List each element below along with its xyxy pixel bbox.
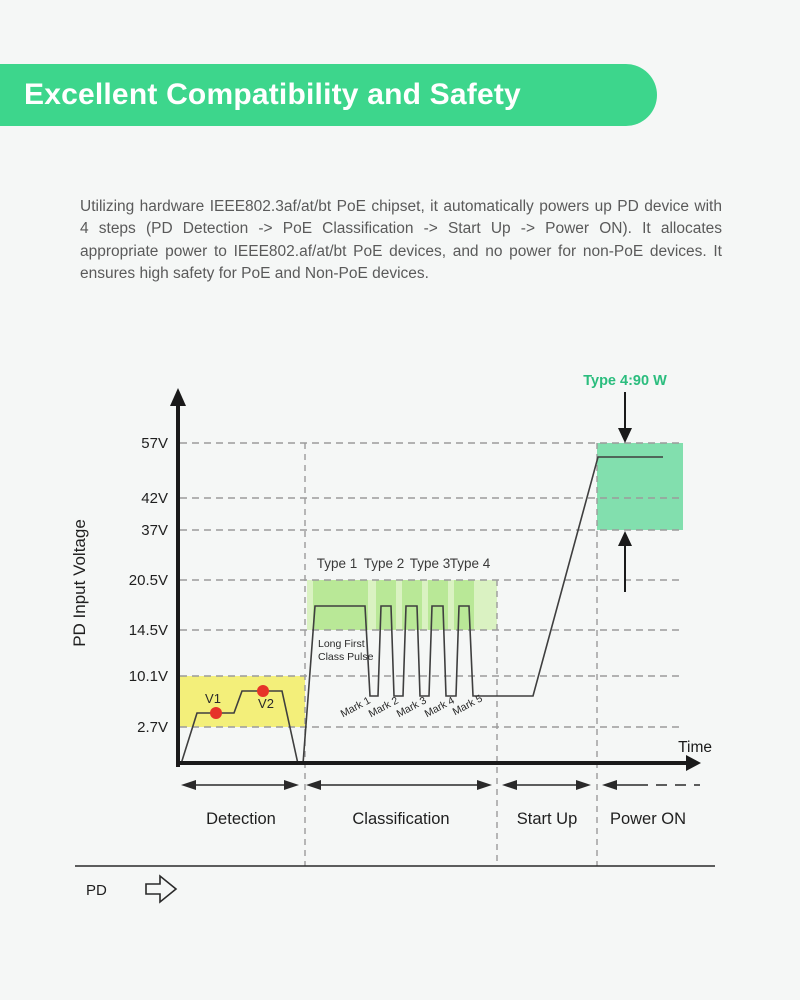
phase-label-startup: Power ON [609, 810, 687, 828]
phase-label-poweron: Start Up [516, 810, 578, 828]
long-pulse-label-line1: Long First [318, 638, 365, 650]
page-title: Excellent Compatibility and Safety [24, 78, 521, 111]
power-on-region [597, 443, 683, 530]
y-tick-14.5v: 14.5V [128, 622, 168, 639]
long-pulse-label-line2: Class Pulse [318, 651, 374, 663]
y-axis-arrowhead-icon [170, 388, 186, 406]
phase-arrow-startup [502, 780, 591, 790]
header-banner [0, 64, 657, 126]
type1-label: Type 1 [316, 556, 358, 571]
type3-label: Type 3 [409, 556, 451, 571]
power-annotation: Type 4:90 W [583, 373, 667, 389]
x-axis-arrowhead-icon [686, 755, 701, 771]
phase-arrow-classification [306, 780, 492, 790]
class-band-segment [454, 580, 474, 630]
y-tick-42v: 42V [141, 490, 168, 507]
mark5-label: Mark 5 [450, 692, 485, 719]
mark1-label: Mark 1 [338, 694, 373, 721]
y-tick-37v: 37V [141, 522, 168, 539]
poe-timing-diagram [0, 360, 800, 920]
y-tick-57v: 57V [141, 435, 168, 452]
pd-label: PD [86, 882, 107, 899]
mark4-label: Mark 4 [422, 694, 457, 721]
class-band-segment [376, 580, 396, 630]
intro-paragraph: Utilizing hardware IEEE802.3af/at/bt PoE chipset, it automatically powers up PD device with 4 steps (PD Detection -> PoE Classification -> Start Up -> Power ON). It allocates appropriate power to IEEE802.af/at/bt PoE devices, and no power for non-PoE devices. It ensures high safety for PoE and Non-PoE devices. [80, 198, 722, 283]
detection-region [180, 676, 305, 727]
pd-arrow-icon [146, 876, 176, 902]
y-tick-10.1v: 10.1V [128, 668, 168, 685]
phase-label-classification: Classification [352, 810, 450, 828]
y-tick-20.5v: 20.5V [128, 572, 168, 589]
v1-label: V1 [205, 691, 221, 706]
class-band-segment [313, 580, 368, 630]
mark3-label: Mark 3 [394, 694, 429, 721]
power-bottom-arrowhead-icon [618, 531, 632, 546]
v2-label: V2 [258, 696, 274, 711]
y-tick-2.7v: 2.7V [137, 719, 168, 736]
type4-label: Type 4 [449, 556, 491, 571]
phase-arrow-poweron [602, 780, 700, 790]
phase-label-detection: Detection [206, 810, 276, 828]
type2-label: Type 2 [363, 556, 405, 571]
y-axis-title: PD Input Voltage [70, 519, 89, 647]
power-top-arrowhead-icon [618, 428, 632, 443]
mark2-label: Mark 2 [366, 694, 401, 721]
phase-arrow-detection [181, 780, 299, 790]
x-axis-title: Time [678, 739, 712, 756]
v1-marker [210, 707, 222, 719]
